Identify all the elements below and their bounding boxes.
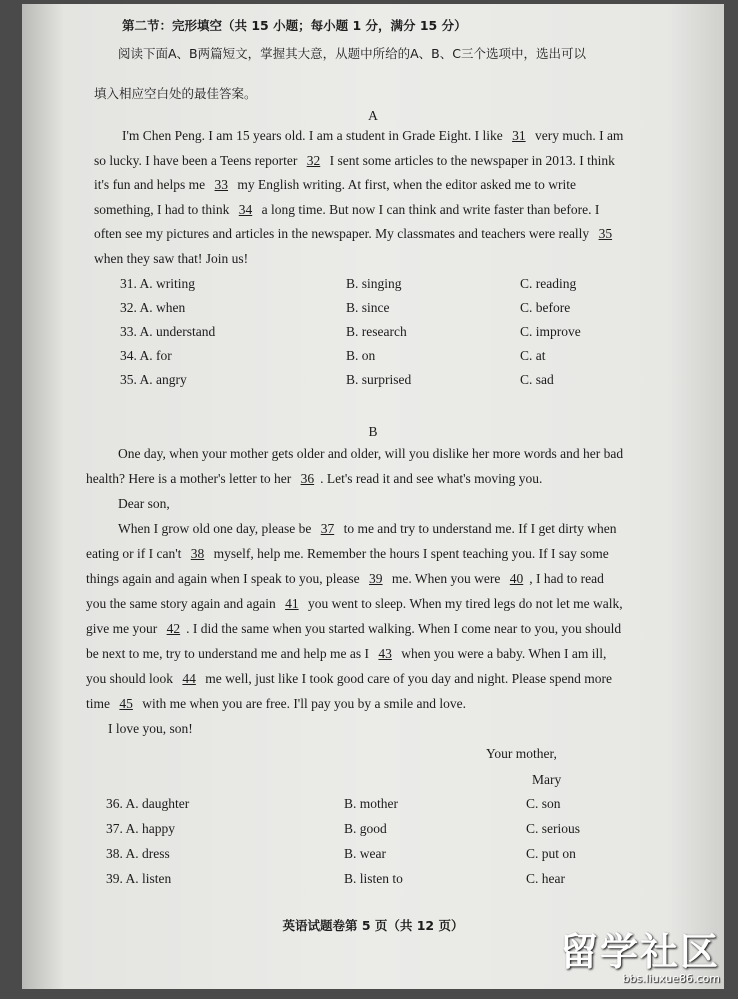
text-segment: when you were a baby. When I am ill, xyxy=(397,646,607,661)
blank-number: 34 xyxy=(238,201,253,217)
option-choice: B. good xyxy=(344,821,387,836)
text-line xyxy=(86,671,612,687)
option-choice: C. hear xyxy=(526,871,565,886)
text-segment: I'm Chen Peng. I am 15 years old. I am a student in Grade Eight. I like xyxy=(122,128,507,143)
option-choice: B. wear xyxy=(344,846,386,861)
text-segment: you should look xyxy=(86,671,177,686)
option-choice: 38. A. dress xyxy=(106,846,170,861)
text-segment: Dear son, xyxy=(118,496,170,511)
letter-signature-2: Mary xyxy=(532,772,562,787)
text-line xyxy=(94,251,248,267)
option-choice: C. serious xyxy=(526,821,580,836)
option-choice: C. sad xyxy=(520,372,554,387)
passage-b-label: B xyxy=(368,424,378,439)
option-choice: B. on xyxy=(346,348,376,363)
text-segment: things again and again when I speak to you, please xyxy=(86,571,364,586)
option-choice: C. improve xyxy=(520,324,581,339)
blank-number: 35 xyxy=(598,226,613,241)
text-segment: give me your xyxy=(86,621,161,636)
text-line xyxy=(94,202,599,218)
option-choice: B. since xyxy=(346,300,390,315)
text-line xyxy=(118,446,623,462)
option-choice: 37. A. happy xyxy=(106,821,175,836)
option-choice: C. put on xyxy=(526,846,576,861)
text-segment: something, I had to think xyxy=(94,201,233,217)
option-choice: B. listen to xyxy=(344,871,403,886)
text-segment: me well, just like I took good care of you day and night. Please spend more xyxy=(201,671,613,686)
text-segment: One day, when your mother gets older and older, will you dislike her more words and her bad xyxy=(118,446,624,461)
blank-number: 43 xyxy=(378,646,392,661)
option-choice: 39. A. listen xyxy=(106,871,172,886)
text-line xyxy=(122,128,623,144)
blank-number: 45 xyxy=(119,696,133,711)
blank-number: 37 xyxy=(320,521,335,536)
option-choice: 36. A. daughter xyxy=(106,796,190,811)
blank-number: 41 xyxy=(285,596,299,611)
option-choice: B. singing xyxy=(346,276,402,291)
text-line xyxy=(94,226,618,242)
text-segment: so lucky. I have been a Teens reporter xyxy=(94,152,301,168)
exam-page xyxy=(22,4,724,989)
text-line xyxy=(86,696,466,712)
text-segment: me. When you were xyxy=(388,571,504,586)
blank-number: 42 xyxy=(166,621,181,636)
blank-number: 39 xyxy=(369,571,383,586)
option-choice: 35. A. angry xyxy=(120,372,187,387)
watermark xyxy=(560,921,720,985)
text-segment: . Let's read it and see what's moving you. xyxy=(320,471,543,486)
text-segment: it's fun and helps me xyxy=(94,177,209,192)
text-segment: with me when you are free. I'll pay you by a smile and love. xyxy=(138,696,466,711)
blank-number: 33 xyxy=(214,177,229,192)
option-choice: C. at xyxy=(520,348,546,363)
option-choice: B. mother xyxy=(344,796,398,811)
instruction-line-1: 阅读下面A、B两篇短文，掌握其大意，从题中所给的A、B、C三个选项中，选出可以 xyxy=(118,46,586,61)
text-segment: time xyxy=(86,696,114,711)
option-choice: 31. A. writing xyxy=(120,276,196,291)
text-line xyxy=(86,596,623,612)
text-segment: when they saw that! Join us! xyxy=(94,250,249,266)
text-segment: often see my pictures and articles in the newspaper. My classmates and teachers were really xyxy=(94,226,593,241)
option-choice: C. son xyxy=(526,796,561,811)
text-line xyxy=(86,646,606,662)
text-segment: be next to me, try to understand me and help me as I xyxy=(86,646,373,661)
option-choice: B. research xyxy=(346,324,407,339)
text-segment: a long time. But now I can think and write faster than before. I xyxy=(258,201,600,217)
text-segment: When I grow old one day, please be xyxy=(118,521,315,536)
letter-signature-1: Your mother, xyxy=(486,746,557,761)
text-line xyxy=(86,621,621,637)
text-segment: , I had to read xyxy=(529,571,604,586)
text-line xyxy=(86,471,542,487)
text-segment: you the same story again and again xyxy=(86,596,280,611)
blank-number: 32 xyxy=(306,152,321,168)
option-choice: C. before xyxy=(520,300,571,315)
text-line xyxy=(86,571,604,587)
text-segment: . I did the same when you started walking. When I come near to you, you should xyxy=(186,621,622,636)
option-choice: 33. A. understand xyxy=(120,324,216,339)
text-segment: I sent some articles to the newspaper in 2013. I think xyxy=(326,152,615,168)
passage-a-label: A xyxy=(368,108,378,123)
watermark-logo: 留学社区 xyxy=(559,930,720,974)
option-choice: 34. A. for xyxy=(120,348,172,363)
blank-number: 36 xyxy=(300,471,315,486)
page-footer: 英语试题卷第 5 页（共 12 页） xyxy=(282,918,464,933)
text-segment: myself, help me. Remember the hours I spent teaching you. If I say some xyxy=(210,546,609,561)
text-line xyxy=(118,521,617,537)
option-choice: C. reading xyxy=(520,276,577,291)
text-segment: my English writing. At first, when the editor asked me to write xyxy=(234,177,576,192)
blank-number: 40 xyxy=(509,571,524,586)
text-segment: very much. I am xyxy=(531,128,624,143)
blank-number: 44 xyxy=(182,671,196,686)
section-title: 第二节：完形填空（共 15 小题；每小题 1 分，满分 15 分） xyxy=(122,18,467,33)
text-line xyxy=(108,721,193,737)
instruction-line-2: 填入相应空白处的最佳答案。 xyxy=(94,86,257,101)
text-line xyxy=(86,546,609,562)
text-segment: I love you, son! xyxy=(108,721,193,736)
text-segment: you went to sleep. When my tired legs do not let me walk, xyxy=(304,596,623,611)
option-choice: B. surprised xyxy=(346,372,412,387)
blank-number: 31 xyxy=(512,128,526,143)
text-line xyxy=(118,496,170,512)
option-choice: 32. A. when xyxy=(120,300,186,315)
text-line xyxy=(94,177,576,193)
text-segment: eating or if I can't xyxy=(86,546,185,561)
watermark-url: bbs.liuxue86.com xyxy=(622,972,720,985)
text-segment: health? Here is a mother's letter to her xyxy=(86,471,295,486)
blank-number: 38 xyxy=(190,546,205,561)
text-line xyxy=(94,153,615,169)
text-segment: to me and try to understand me. If I get dirty when xyxy=(340,521,617,536)
